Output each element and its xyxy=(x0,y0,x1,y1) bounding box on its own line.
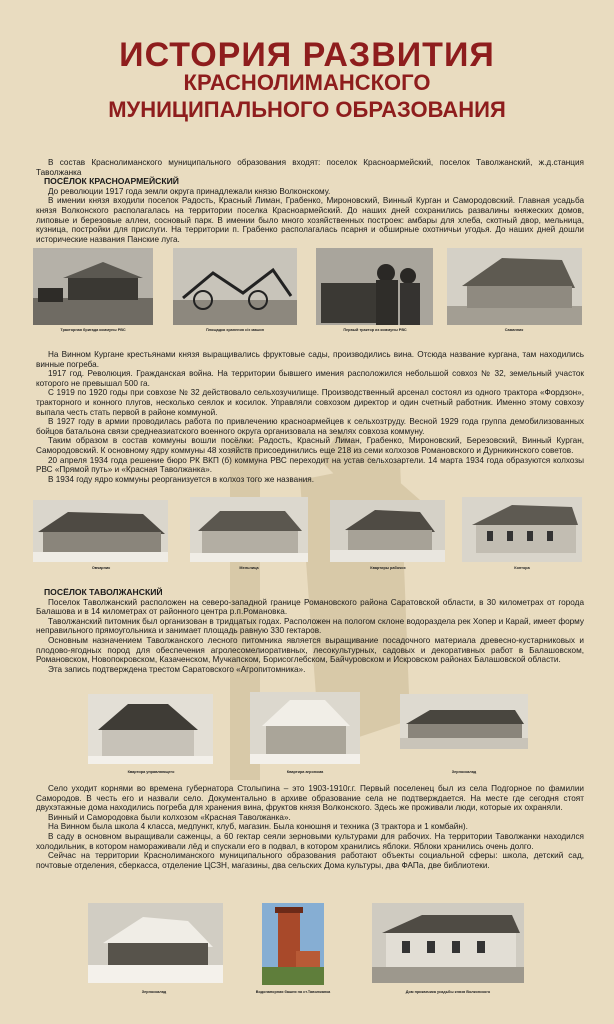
photo-office xyxy=(462,497,582,562)
photo-machine-storage xyxy=(173,248,297,325)
paragraph: Основным назначением Таволжанского лесного питомника является выращивание посадочного материала древесно-кустарниковых и плодово-ягодных пород для обеспечения агролесомелиоративных, лесокультурных, садовых и декоративных работ в Балашовском, Романовском, Новопокровском, Казаченском, Мучкапском, Борисоглебском, Байчуровском и Искровском районах Балашовской области. xyxy=(36,635,584,665)
photo-caption: Первый трактор из коммуны РВС xyxy=(343,328,407,332)
photo-granary-winter xyxy=(88,903,223,983)
photo-caption: Мельница xyxy=(239,566,259,570)
paragraph: Поселок Таволжанский расположен на северо-западной границе Романовского района Саратовской области, в 30 километрах от города Балашова и в 14 километрах от районного центра р.п.Романовка. xyxy=(36,597,584,617)
section-village xyxy=(36,784,584,870)
page-title: ИСТОРИЯ РАЗВИТИЯ xyxy=(119,36,495,74)
paragraph: Эта запись подтверждена трестом Саратовского «Агропитомника». xyxy=(48,664,306,674)
paragraph: Таволжанский питомник был организован в тридцатых годах. Расположен на пологом склоне водораздела рек Хопер и Карай, имеет форму неправильного прямоугольника и занимает площадь равную 330 гектаров. xyxy=(36,616,584,636)
paragraph: В 1934 году ядро коммуны реорганизуется в колхоз того же названия. xyxy=(48,474,315,484)
photo-caption: Контора xyxy=(514,566,530,570)
photo-caption: Саманник xyxy=(504,328,524,332)
paragraph: Таким образом в состав коммуны вошли посёлки: Радость, Красный Лиман, Грабенко, Мироновский, Березовский, Винный Курган, Самородовский. К основному ядру коммуны 48 хозяйств присоединились еще 218 из семи колхозов Романовского и Дурникинского советов. xyxy=(36,436,584,455)
photo-caption: Квартира агронома xyxy=(286,770,324,774)
photo-caption: Зерноскалад xyxy=(451,770,477,774)
paragraph: 1917 год. Революция. Гражданская война. На территории бывшего имения расположился небольшой совхоз № 32, земельный участок которого не превышал 500 га. xyxy=(36,369,584,388)
photo-caption: Водонапорная башня на ст.Таволжанка xyxy=(255,990,331,994)
photo-agronomist-house xyxy=(250,692,360,764)
paragraph: В имении князя входили поселок Радость, Красный Лиман, Грабенко, Мироновский, Винный Курган и Самородовский. Главная усадьба князя Волконского располагалась на территории поселка Красноармейский. До наших дней сохранились развалины княжеских домов, липовые и березовые аллеи, сосновый парк. В имении было много хозяйственных построек: амбары для хлеба, скотный двор, мельница, кузница, постройки для прислуги. На территории п. Грабенко располагалась псарня и обширные охотничьи угодья. До наших дней дошли исторические названия Панские луга. xyxy=(36,196,584,244)
photo-samannik xyxy=(447,248,582,325)
page-subtitle-1: КРАСНОЛИМАНСКОГО xyxy=(183,70,431,95)
paragraph: Винный и Самородовка были колхозом «Красная Таволжанка». xyxy=(48,812,291,822)
paragraph: В саду в основном выращивали саженцы, а 60 гектар сеяли зерновыми культурами для рабочих. На территории Таволжанки находился холодильник, в котором намораживали лёд и спускали его в подвал, в котором хранились яблоки. Яблоки хранились очень долго. xyxy=(36,831,584,851)
photo-caption: Квартира управляющего xyxy=(127,770,175,774)
paragraph: Село уходит корнями во времена губернатора Столыпина – это 1903-1910г.г. Первый поселенец был из села Подгорное по фамилии Самородов. В честь его и назвали село. Документально в архиве образование села не подтверждается. На месте где сегодня стоят двухэтажные дома находились погреба для хранения вина, фруктов князя Волконского. Здесь же проживали люди, которые их охраняли. xyxy=(36,784,584,813)
paragraph: С 1919 по 1920 годы при совхозе № 32 действовало сельхозучилище. Производственный арсенал состоял из одного трактора «Фордзон», тракторного и конного плугов, несколько сеялок и косилок. Управляли совхозом директор и один счетный работник. Именно этому совхозу выпала честь стать первой в районе коммуной. xyxy=(36,388,584,417)
page-subtitle-2: МУНИЦИПАЛЬНОГО ОБРАЗОВАНИЯ xyxy=(108,97,506,122)
photo-steward-house xyxy=(372,903,524,983)
section-heading-krasnoarmeysky: ПОСЁЛОК КРАСНОАРМЕЙСКИЙ xyxy=(44,176,179,187)
intro-paragraph: В состав Краснолиманского муниципального образования входят: поселок Красноармейский, поселок Таволжанский, ж.д.станция Таволжанка xyxy=(36,158,584,177)
photo-granary xyxy=(400,694,528,749)
paragraph: Сейчас на территории Краснолиманского муниципального образования работают объекты социальной сферы: школа, детский сад, почтовые отделения, сберкасса, отделение ЦСЗН, магазины, два сельских Дома культуры, два ФАПа, две библиотеки. xyxy=(36,851,584,870)
photo-caption: Овчарник xyxy=(91,566,111,570)
section-heading-tavolzhansky: ПОСЁЛОК ТАВОЛЖАНСКИЙ xyxy=(44,587,163,597)
photo-manager-house xyxy=(88,694,213,764)
paragraph: До революции 1917 года земли округа принадлежали князю Волконскому. xyxy=(48,186,331,196)
photo-first-tractor xyxy=(316,248,433,325)
photo-caption: Зерноскалад xyxy=(141,990,167,994)
paragraph: 20 апреля 1934 года решение бюро РК ВКП (б) коммуна РВС переходит на устав сельхозартели. 14 марта 1934 года образуются колхозы РВС «Прямой путь» и «Красная Таволжанка». xyxy=(36,455,584,475)
paragraph: На Винном была школа 4 класса, медпункт, клуб, магазин. Была конюшня и техника (3 трактора и 1 комбайн). xyxy=(48,822,468,832)
paragraph: На Винном Кургане крестьянами князя выращивались фруктовые сады, производились вина. Отсюда название кургана, там находились винные погреба. xyxy=(36,350,584,369)
section-tavolzhansky xyxy=(36,588,584,674)
photo-tractor-brigade xyxy=(33,248,153,325)
photo-caption: Квартиры рабочих xyxy=(370,566,406,570)
paragraph: В 1927 году в армии проводилась работа по привлечению красноармейцев к сельхозтруду. Весной 1929 года группа демобилизованных бойцов батальона связи среднеазиатского военного округа организовала на землях совхоза коммуну. xyxy=(36,417,584,436)
photo-mill xyxy=(190,497,308,562)
photo-caption: Площадка хранения с/х машин xyxy=(205,328,265,332)
photo-caption: Дом приказчика усадьбы князя Волконского xyxy=(405,990,491,994)
section-krasnoarmeysky-intro xyxy=(36,158,584,244)
section-history xyxy=(36,350,584,484)
photo-ovcharnik xyxy=(33,500,168,562)
photo-water-tower xyxy=(262,903,324,985)
photo-workers-quarters xyxy=(330,500,445,562)
photo-caption: Тракторная бригада коммуны РВС xyxy=(60,328,126,332)
